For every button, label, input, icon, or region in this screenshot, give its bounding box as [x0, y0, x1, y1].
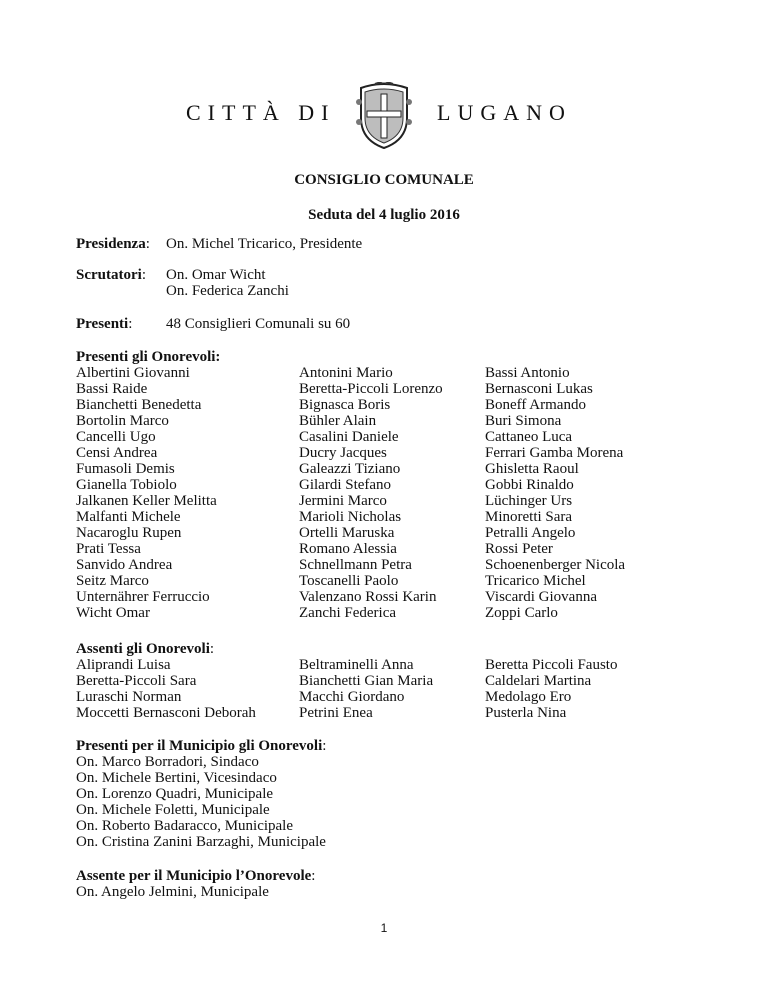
list-item: Pusterla Nina	[485, 705, 567, 721]
list-item: Bortolin Marco	[76, 413, 169, 429]
scrutatore-1: On. Omar Wicht	[166, 267, 266, 283]
list-item: Gilardi Stefano	[299, 477, 392, 493]
list-item: Jalkanen Keller Melitta	[76, 493, 217, 509]
list-item: Buri Simona	[485, 413, 562, 429]
list-item: On. Roberto Badaracco, Municipale	[76, 818, 294, 834]
list-item: Bianchetti Benedetta	[76, 397, 202, 413]
list-item: Macchi Giordano	[299, 689, 405, 705]
list-item: Beretta Piccoli Fausto	[485, 657, 618, 673]
list-item: Prati Tessa	[76, 541, 141, 557]
list-item: Caldelari Martina	[485, 673, 592, 689]
page-number: 1	[380, 921, 388, 935]
list-item: Zanchi Federica	[299, 605, 397, 621]
list-item: Petralli Angelo	[485, 525, 576, 541]
assenti-heading: Assenti gli Onorevoli:	[76, 641, 215, 657]
assenti-col-1	[76, 657, 256, 721]
list-item: Gobbi Rinaldo	[485, 477, 574, 493]
list-item: Ghisletta Raoul	[485, 461, 579, 477]
assenti-col-3	[485, 657, 617, 721]
brand-city-di: CITTÀ DI	[186, 100, 336, 125]
list-item: Bassi Raide	[76, 381, 148, 397]
list-item: Bassi Antonio	[485, 365, 570, 381]
municipio-presenti-list	[76, 754, 326, 850]
municipio-assente-list	[76, 884, 269, 900]
list-item: Ducry Jacques	[299, 445, 387, 461]
list-item: Seitz Marco	[76, 573, 149, 589]
list-item: Gianella Tobiolo	[76, 477, 177, 493]
municipio-assente-heading: Assente per il Municipio l’Onorevole:	[76, 868, 316, 884]
presenti-col-1	[76, 365, 217, 621]
presenti-col-3	[485, 365, 625, 621]
brand-lugano: LUGANO	[437, 100, 572, 125]
session-date: Seduta del 4 luglio 2016	[308, 207, 460, 223]
list-item: Malfanti Michele	[76, 509, 181, 525]
list-item: Lüchinger Urs	[485, 493, 573, 509]
letterhead	[0, 82, 768, 150]
municipio-presenti-heading: Presenti per il Municipio gli Onorevoli:	[76, 738, 327, 754]
list-item: Beretta-Piccoli Sara	[76, 673, 197, 689]
list-item: On. Lorenzo Quadri, Municipale	[76, 786, 274, 802]
list-item: Schoenenberger Nicola	[485, 557, 626, 573]
document-title: CONSIGLIO COMUNALE	[294, 172, 474, 188]
list-item: Romano Alessia	[299, 541, 397, 557]
list-item: On. Michele Foletti, Municipale	[76, 802, 270, 818]
presidenza-value: On. Michel Tricarico, Presidente	[166, 236, 363, 252]
list-item: Bignasca Boris	[299, 397, 391, 413]
scrutatore-2: On. Federica Zanchi	[166, 283, 289, 299]
list-item: Boneff Armando	[485, 397, 586, 413]
list-item: Tricarico Michel	[485, 573, 586, 589]
list-item: Petrini Enea	[299, 705, 373, 721]
list-item: Schnellmann Petra	[299, 557, 412, 573]
list-item: Nacaroglu Rupen	[76, 525, 182, 541]
list-item: Toscanelli Paolo	[299, 573, 399, 589]
list-item: Cattaneo Luca	[485, 429, 573, 445]
list-item: Galeazzi Tiziano	[299, 461, 401, 477]
list-item: Aliprandi Luisa	[76, 657, 171, 673]
coat-of-arms-icon	[355, 82, 413, 150]
list-item: Cancelli Ugo	[76, 429, 156, 445]
list-item: On. Cristina Zanini Barzaghi, Municipale	[76, 834, 326, 850]
presenti-count: 48 Consiglieri Comunali su 60	[166, 316, 351, 332]
list-item: Albertini Giovanni	[76, 365, 190, 381]
list-item: Minoretti Sara	[485, 509, 573, 525]
list-item: Bernasconi Lukas	[485, 381, 593, 397]
list-item: Wicht Omar	[76, 605, 150, 621]
presenti-heading: Presenti gli Onorevoli:	[76, 349, 221, 365]
list-item: Moccetti Bernasconi Deborah	[76, 705, 256, 721]
list-item: Valenzano Rossi Karin	[299, 589, 437, 605]
presenti-label: Presenti:	[76, 316, 133, 332]
list-item: Bianchetti Gian Maria	[299, 673, 434, 689]
scrutatori-label: Scrutatori:	[76, 267, 146, 283]
list-item: On. Angelo Jelmini, Municipale	[76, 884, 269, 900]
list-item: Ortelli Maruska	[299, 525, 395, 541]
list-item: Viscardi Giovanna	[485, 589, 597, 605]
list-item: Unternährer Ferruccio	[76, 589, 210, 605]
list-item: Sanvido Andrea	[76, 557, 173, 573]
list-item: On. Marco Borradori, Sindaco	[76, 754, 259, 770]
list-item: Censi Andrea	[76, 445, 158, 461]
list-item: Rossi Peter	[485, 541, 553, 557]
list-item: Luraschi Norman	[76, 689, 182, 705]
list-item: Medolago Ero	[485, 689, 572, 705]
list-item: Beltraminelli Anna	[299, 657, 414, 673]
presidenza-label: Presidenza:	[76, 236, 150, 252]
list-item: Bühler Alain	[299, 413, 377, 429]
list-item: Zoppi Carlo	[485, 605, 558, 621]
list-item: Beretta-Piccoli Lorenzo	[299, 381, 443, 397]
list-item: Antonini Mario	[299, 365, 393, 381]
list-item: Fumasoli Demis	[76, 461, 175, 477]
presenti-col-2	[299, 365, 443, 621]
list-item: Marioli Nicholas	[299, 509, 402, 525]
list-item: Ferrari Gamba Morena	[485, 445, 624, 461]
list-item: Casalini Daniele	[299, 429, 399, 445]
list-item: Jermini Marco	[299, 493, 387, 509]
list-item: On. Michele Bertini, Vicesindaco	[76, 770, 277, 786]
assenti-col-2	[299, 657, 433, 721]
